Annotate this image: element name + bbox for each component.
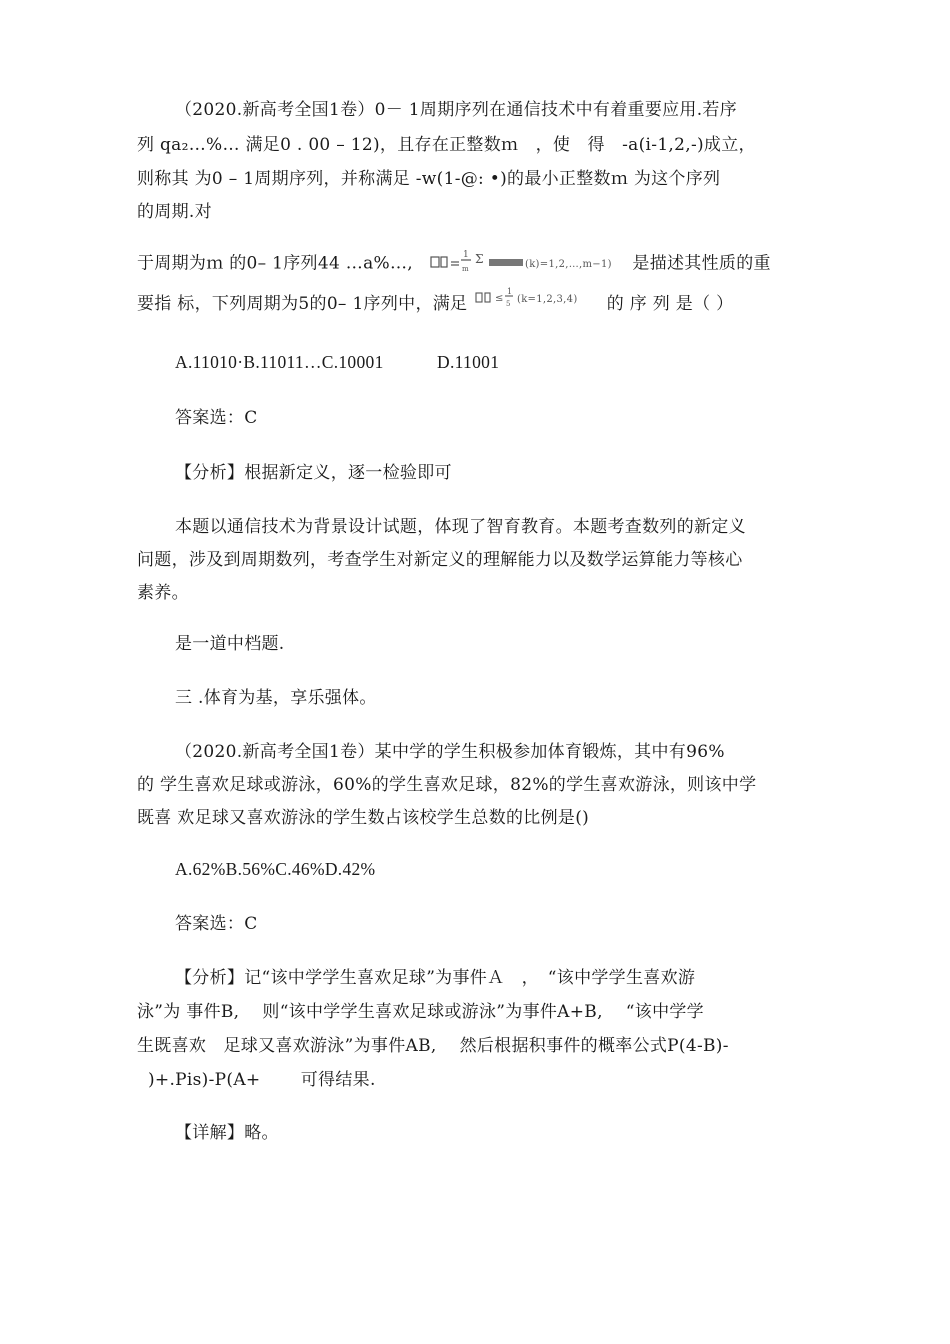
q1-line-5-text-b: 是描述其性质的重 [632,253,771,274]
section-three-heading: 三 .体育为基，享乐强体。 [175,688,377,708]
q1-options: A.11010·B.11011…C.10001 D.11001 [175,352,500,372]
autocorrelation-formula-image [429,249,617,279]
q2-analysis-line-3: 生既喜欢 足球又喜欢游泳”为事件AB, 然后根据积事件的概率公式P(4-B)- [137,1036,729,1056]
q1-analysis: 【分析】根据新定义，逐一检验即可 [175,463,452,483]
svg-text:≤: ≤ [495,292,504,304]
q2-detail: 【详解】略。 [175,1123,279,1143]
q2-analysis-line-4: )+.Pis)-P(A+ 可得结果. [148,1070,376,1090]
q1-line-6-text-a: 要指 标，下列周期为5的0– 1序列中，满足 [137,294,468,314]
q2-analysis-line-1: 【分析】记“该中学学生喜欢足球”为事件Ａ ， “该中学学生喜欢游 [175,968,696,988]
q1-comment-line-1: 本题以通信技术为背景设计试题，体现了智育教育。本题考查数列的新定义 [175,517,746,537]
q1-line-6 [137,286,734,317]
svg-text:5: 5 [506,299,511,308]
svg-text:1: 1 [507,286,513,296]
q1-line-2: 列 qa₂…%… 满足0 . 00 – 12)，且存在正整数ｍ ，使 得 -a(i-1,2,-)成立， [137,135,756,155]
svg-text:1: 1 [462,250,469,260]
q1-line-1: （2020.新高考全国1卷）0－ 1周期序列在通信技术中有着重要应用.若序 [175,100,738,120]
q2-answer: 答案选：C [175,914,258,934]
q1-line-6-text-b: 的 序 列 是（ ） [606,294,734,314]
q2-line-3: 既喜 欢足球又喜欢游泳的学生数占该校学生总数的比例是() [137,808,590,828]
q1-line-4: 的周期.对 [137,202,212,222]
q1-comment-line-2: 问题，涉及到周期数列，考查学生对新定义的理解能力以及数学运算能力等核心 [137,550,743,570]
q1-difficulty: 是一道中档题. [175,634,285,654]
svg-text:Σ: Σ [474,252,484,266]
q1-line-5 [137,249,771,279]
q2-line-2: 的 学生喜欢足球或游泳，60%的学生喜欢足球，82%的学生喜欢游泳，则该中学 [137,775,757,795]
q1-answer: 答案选：C [175,408,258,428]
condition-formula-image [475,287,587,311]
q1-line-3: 则称其 为0 – 1周期序列，并称满足 -w(1-@: •)的最小正整数ｍ 为这个序列 [137,169,721,189]
svg-text:m: m [461,265,469,273]
svg-text:(k=1,2,3,4): (k=1,2,3,4) [517,293,578,305]
q2-analysis-line-2: 泳”为 事件B, 则“该中学学生喜欢足球或游泳”为事件A+B, “该中学学 [137,1002,704,1022]
q2-options: A.62%B.56%C.46%D.42% [175,859,376,879]
q1-comment-line-3: 素养。 [137,583,189,603]
q1-line-5-text-a: 于周期为ｍ 的0– 1序列44 …a%…, [137,253,413,274]
svg-text:(k)=1,2,…,m−1): (k)=1,2,…,m−1) [524,259,612,270]
q2-line-1: （2020.新高考全国1卷）某中学的学生积极参加体育锻炼，其中有96% [175,742,725,762]
